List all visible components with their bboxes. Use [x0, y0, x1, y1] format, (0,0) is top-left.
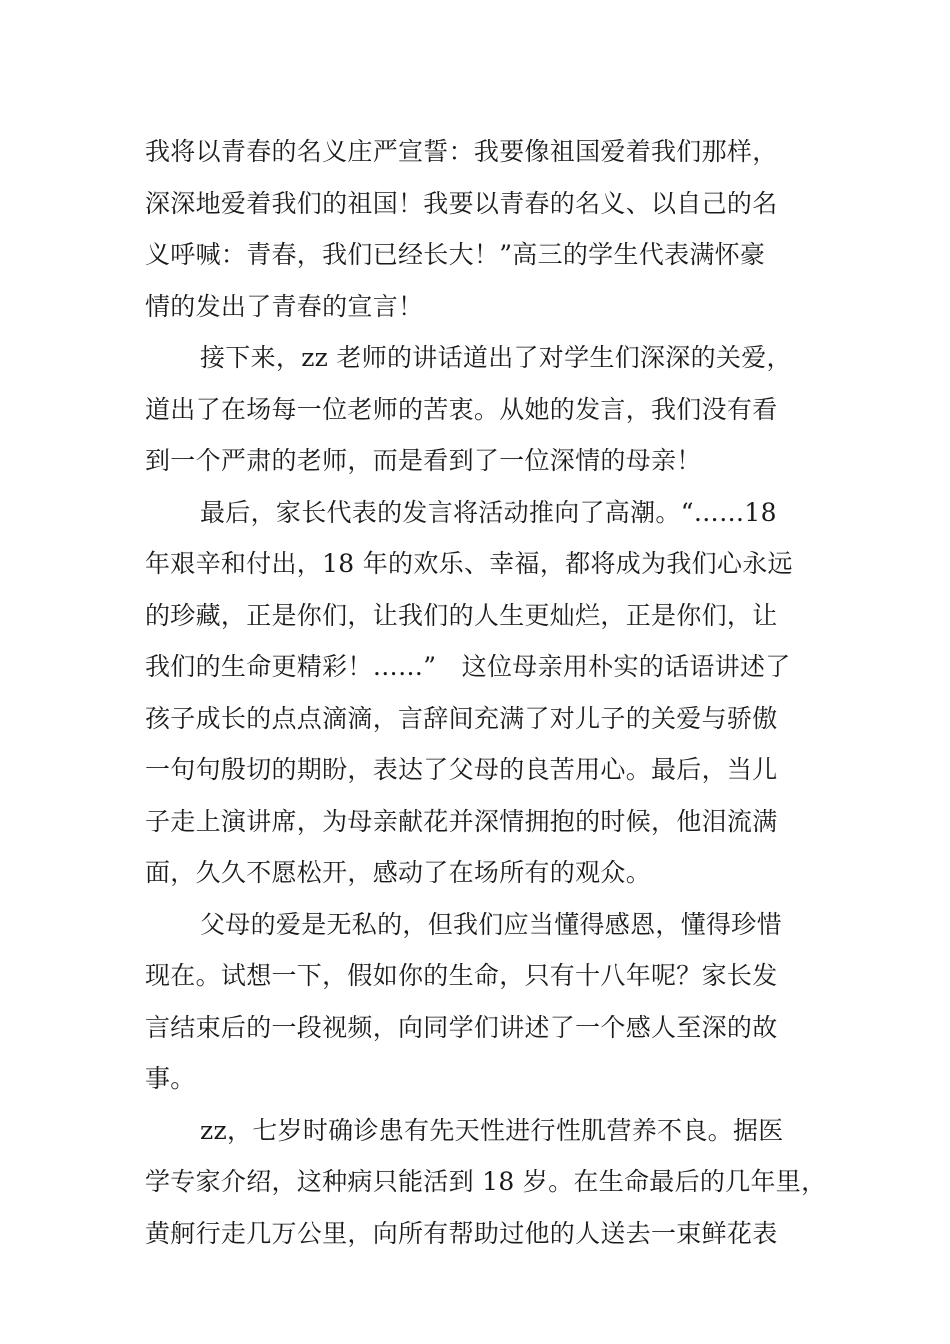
text-line: 到一个严肃的老师，而是看到了一位深情的母亲！ [145, 446, 702, 475]
text-line: 接下来，zz 老师的讲话道出了对学生们深深的关爱， [200, 343, 792, 372]
text-line: 我将以青春的名义庄严宣誓：我要像祖国爱着我们那样， [145, 137, 778, 166]
document-body [145, 126, 825, 1259]
text-line: 面，久久不愿松开，感动了在场所有的观众。 [145, 858, 652, 887]
text-line: 我们的生命更精彩！……” 这位母亲用朴实的话语讲述了 [145, 652, 791, 681]
text-line: 言结束后的一段视频，向同学们讲述了一个感人至深的故 [145, 1012, 778, 1042]
text-line: 父母的爱是无私的，但我们应当懂得感恩，懂得珍惜 [200, 909, 782, 939]
text-line: 的珍藏，正是你们，让我们的人生更灿烂，正是你们，让 [145, 600, 778, 630]
text-line: 义呼喊：青春，我们已经长大！”高三的学生代表满怀豪 [145, 240, 766, 269]
text-line: 事。 [145, 1064, 196, 1093]
text-line: 情的发出了青春的宣言！ [145, 291, 424, 321]
text-line: zz，七岁时确诊患有先天性进行性肌营养不良。据医 [200, 1115, 784, 1145]
text-line: 孩子成长的点点滴滴，言辞间充满了对儿子的关爱与骄傲 [145, 703, 778, 733]
text-line: 子走上演讲席，为母亲献花并深情拥抱的时候，他泪流满 [145, 806, 778, 836]
text-line: 深深地爱着我们的祖国！我要以青春的名义、以自己的名 [145, 188, 778, 218]
text-line: 最后，家长代表的发言将活动推向了高潮。“……18 [200, 497, 777, 527]
text-line: 道出了在场每一位老师的苦衷。从她的发言，我们没有看 [145, 394, 778, 424]
text-line: 一句句殷切的期盼，表达了父母的良苦用心。最后，当儿 [145, 755, 778, 784]
text-line: 黄舸行走几万公里，向所有帮助过他的人送去一束鲜花表 [145, 1218, 778, 1248]
text-line: 现在。试想一下，假如你的生命，只有十八年呢？家长发 [145, 961, 778, 990]
text-line: 年艰辛和付出，18 年的欢乐、幸福，都将成为我们心永远 [145, 549, 793, 578]
text-line: 学专家介绍，这种病只能活到 18 岁。在生命最后的几年里， [145, 1167, 827, 1196]
